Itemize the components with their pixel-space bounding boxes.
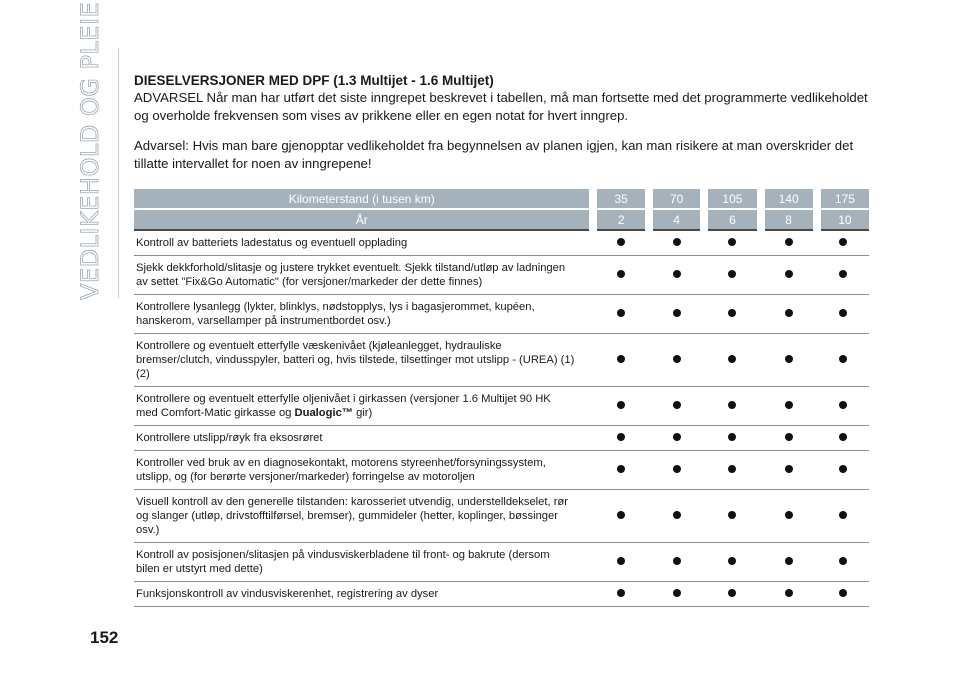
filled-circle-icon: [728, 433, 736, 441]
warning-paragraph: Advarsel: Hvis man bare gjenopptar vedlikeholdet fra begynnelsen av planen igjen, kan man risikere at man overskrider det tillatte intervallet for noen av inngrepene!: [134, 138, 854, 171]
interval-cell: [593, 490, 648, 543]
table-row: [134, 334, 869, 387]
filled-circle-icon: [617, 557, 625, 565]
filled-circle-icon: [785, 465, 793, 473]
year-col-2: 4: [649, 209, 704, 230]
interval-cell: [649, 295, 704, 334]
filled-circle-icon: [673, 557, 681, 565]
interval-cell: [649, 387, 704, 426]
task-text: Sjekk dekkforhold/slitasje og justere trykket eventuelt. Sjekk tilstand/utløp av ladningen av settet "Fix&Go Automatic" (for versjoner/markeder der dette finnes): [136, 262, 566, 288]
interval-cell: [761, 295, 817, 334]
interval-cell: [817, 230, 869, 256]
filled-circle-icon: [839, 433, 847, 441]
task-text: Kontrollere lysanlegg (lykter, blinklys, nødstopplys, lys i bagasjerommet, kupéen, hanskerom, varsellamper på instrumentbordet osv.): [136, 301, 535, 327]
km-col-1: 35: [593, 189, 648, 209]
table-body: [134, 230, 869, 607]
filled-circle-icon: [728, 465, 736, 473]
task-text-bold: Dualogic™: [294, 407, 353, 419]
interval-cell: [649, 230, 704, 256]
filled-circle-icon: [673, 589, 681, 597]
filled-circle-icon: [673, 309, 681, 317]
task-description: [134, 334, 593, 387]
filled-circle-icon: [617, 511, 625, 519]
filled-circle-icon: [617, 465, 625, 473]
filled-circle-icon: [673, 465, 681, 473]
table-row: [134, 230, 869, 256]
interval-cell: [649, 426, 704, 451]
interval-cell: [817, 582, 869, 607]
filled-circle-icon: [617, 238, 625, 246]
filled-circle-icon: [785, 433, 793, 441]
interval-cell: [704, 451, 760, 490]
section-heading: DIESELVERSJONER MED DPF (1.3 Multijet - 1.6 Multijet): [134, 73, 494, 88]
task-text: Kontrollere utslipp/røyk fra eksosrøret: [136, 432, 323, 444]
filled-circle-icon: [617, 355, 625, 363]
filled-circle-icon: [785, 589, 793, 597]
page-number: 152: [90, 628, 119, 647]
filled-circle-icon: [728, 589, 736, 597]
year-col-1: 2: [593, 209, 648, 230]
filled-circle-icon: [839, 309, 847, 317]
interval-cell: [761, 334, 817, 387]
filled-circle-icon: [785, 238, 793, 246]
filled-circle-icon: [673, 433, 681, 441]
interval-cell: [649, 582, 704, 607]
task-description: [134, 295, 593, 334]
table-row: [134, 543, 869, 582]
interval-cell: [761, 387, 817, 426]
interval-cell: [817, 451, 869, 490]
task-text: Kontroll av posisjonen/slitasjen på vindusviskerbladene til front- og bakrute (dersom bilen er utstyrt med dette): [136, 549, 550, 575]
interval-cell: [704, 295, 760, 334]
filled-circle-icon: [785, 355, 793, 363]
main-content: [134, 72, 869, 607]
interval-cell: [593, 256, 648, 295]
interval-cell: [761, 256, 817, 295]
filled-circle-icon: [728, 511, 736, 519]
interval-cell: [817, 334, 869, 387]
interval-cell: [593, 451, 648, 490]
interval-cell: [761, 426, 817, 451]
filled-circle-icon: [839, 465, 847, 473]
filled-circle-icon: [728, 355, 736, 363]
filled-circle-icon: [839, 511, 847, 519]
filled-circle-icon: [673, 238, 681, 246]
filled-circle-icon: [617, 270, 625, 278]
task-description: [134, 490, 593, 543]
filled-circle-icon: [617, 401, 625, 409]
interval-cell: [593, 543, 648, 582]
interval-cell: [761, 451, 817, 490]
maintenance-table: [134, 189, 869, 607]
filled-circle-icon: [785, 401, 793, 409]
filled-circle-icon: [728, 309, 736, 317]
filled-circle-icon: [673, 401, 681, 409]
task-description: [134, 543, 593, 582]
interval-cell: [649, 543, 704, 582]
interval-cell: [593, 295, 648, 334]
chapter-title-text: VEDLIKEHOLD OG PLEIE: [76, 1, 104, 300]
filled-circle-icon: [839, 589, 847, 597]
interval-cell: [817, 543, 869, 582]
task-text: Kontroller ved bruk av en diagnosekontakt, motorens styreenhet/forsyningssystem, utslipp, og (for berørte versjoner/markeder) forringelse av motoroljen: [136, 457, 546, 483]
filled-circle-icon: [673, 355, 681, 363]
interval-cell: [704, 426, 760, 451]
table-row: [134, 256, 869, 295]
table-row: [134, 387, 869, 426]
interval-cell: [593, 230, 648, 256]
interval-cell: [817, 295, 869, 334]
task-description: [134, 230, 593, 256]
interval-cell: [593, 426, 648, 451]
interval-cell: [761, 543, 817, 582]
filled-circle-icon: [839, 238, 847, 246]
filled-circle-icon: [728, 401, 736, 409]
interval-cell: [704, 582, 760, 607]
filled-circle-icon: [785, 557, 793, 565]
interval-cell: [704, 230, 760, 256]
interval-cell: [704, 334, 760, 387]
filled-circle-icon: [728, 270, 736, 278]
interval-cell: [593, 582, 648, 607]
table-row: [134, 295, 869, 334]
interval-cell: [817, 256, 869, 295]
km-col-5: 175: [817, 189, 869, 209]
filled-circle-icon: [785, 309, 793, 317]
task-description: [134, 451, 593, 490]
km-col-3: 105: [704, 189, 760, 209]
chapter-divider: [118, 48, 119, 298]
filled-circle-icon: [617, 589, 625, 597]
km-col-4: 140: [761, 189, 817, 209]
year-header-row: [134, 209, 869, 230]
filled-circle-icon: [617, 309, 625, 317]
interval-cell: [649, 256, 704, 295]
interval-cell: [761, 230, 817, 256]
km-col-2: 70: [649, 189, 704, 209]
interval-cell: [593, 387, 648, 426]
filled-circle-icon: [728, 557, 736, 565]
filled-circle-icon: [728, 238, 736, 246]
interval-cell: [593, 334, 648, 387]
interval-cell: [761, 582, 817, 607]
km-header-row: [134, 189, 869, 209]
filled-circle-icon: [785, 270, 793, 278]
interval-cell: [817, 426, 869, 451]
task-description: [134, 256, 593, 295]
task-description: [134, 426, 593, 451]
filled-circle-icon: [839, 355, 847, 363]
interval-cell: [649, 451, 704, 490]
task-text: Visuell kontroll av den generelle tilstanden: karosseriet utvendig, understelldekselet, rør og slanger (utløp, drivstofftilførsel, bremser), gummideler (hetter, koplinger, bøssinger osv.): [136, 496, 568, 536]
table-row: [134, 426, 869, 451]
year-col-3: 6: [704, 209, 760, 230]
interval-cell: [704, 543, 760, 582]
task-text: Kontrollere og eventuelt etterfylle væskenivået (kjøleanlegget, hydrauliske bremser/clutch, vindusspyler, batteri og, hvis tilstede, tilsettinger mot utslipp - (UREA) (1) (2): [136, 340, 575, 380]
table-row: [134, 451, 869, 490]
task-text: Funksjonskontroll av vindusviskerenhet, registrering av dyser: [136, 588, 439, 600]
filled-circle-icon: [673, 270, 681, 278]
year-col-5: 10: [817, 209, 869, 230]
interval-cell: [817, 490, 869, 543]
interval-cell: [704, 256, 760, 295]
year-col-4: 8: [761, 209, 817, 230]
filled-circle-icon: [839, 401, 847, 409]
task-text: Kontroll av batteriets ladestatus og eventuell opplading: [136, 237, 408, 249]
interval-cell: [704, 387, 760, 426]
table-row: [134, 582, 869, 607]
interval-cell: [649, 490, 704, 543]
interval-cell: [817, 387, 869, 426]
filled-circle-icon: [785, 511, 793, 519]
task-text-tail: gir): [352, 407, 373, 419]
filled-circle-icon: [839, 270, 847, 278]
filled-circle-icon: [673, 511, 681, 519]
filled-circle-icon: [617, 433, 625, 441]
interval-cell: [649, 334, 704, 387]
task-description: [134, 582, 593, 607]
task-description: [134, 387, 593, 426]
km-header-label: Kilometerstand (i tusen km): [134, 189, 593, 209]
interval-cell: [704, 490, 760, 543]
year-header-label: År: [134, 209, 593, 230]
filled-circle-icon: [839, 557, 847, 565]
table-row: [134, 490, 869, 543]
task-text: Kontrollere og eventuelt etterfylle oljenivået i girkassen (versjoner 1.6 Multijet 90 HK med Comfort-Matic girkasse og: [136, 393, 551, 419]
chapter-title: [76, 1, 116, 300]
intro-paragraph: ADVARSEL Når man har utført det siste inngrepet beskrevet i tabellen, må man fortsette med det programmerte vedlikeholdet og overholde frekvensen som vises av prikkene eller en egen notat for hvert inngrep.: [134, 90, 868, 123]
interval-cell: [761, 490, 817, 543]
